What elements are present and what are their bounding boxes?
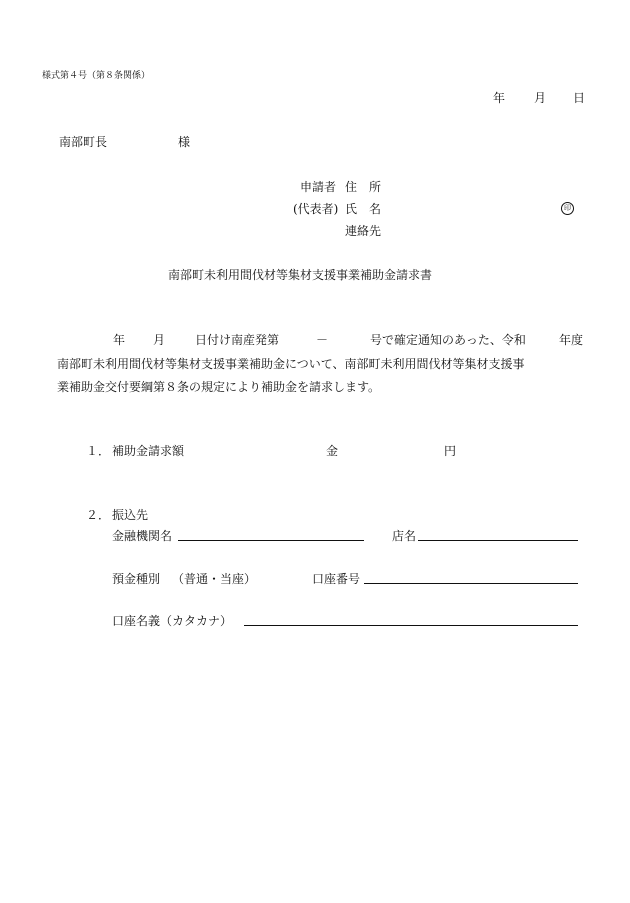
account-holder-label: 口座名義（カタカナ） (112, 614, 233, 628)
account-type-options: （普通・当座） (172, 572, 257, 586)
account-number-label: 口座番号 (312, 572, 361, 586)
contact-label: 連絡先 (345, 224, 382, 238)
section1-number: １． (86, 444, 111, 458)
addressee-honorific: 様 (178, 135, 191, 149)
bank-name-label: 金融機関名 (112, 529, 173, 543)
form-number: 様式第４号（第８条関係） (42, 71, 151, 81)
account-holder-line (244, 625, 578, 626)
body-dated: 日付け南産発第 (195, 333, 280, 347)
representative-label: (代表者) (293, 202, 339, 216)
document-title: 南部町未利用間伐材等集材支援事業補助金請求書 (168, 268, 433, 282)
section2-number: ２． (86, 508, 111, 522)
address-label: 住 所 (345, 180, 382, 194)
addressee-name: 南部町長 (59, 135, 108, 149)
section1-label: 補助金請求額 (112, 444, 185, 458)
amount-kin-label: 金 (326, 444, 339, 458)
name-label: 氏 名 (345, 202, 382, 216)
applicant-label: 申請者 (300, 180, 337, 194)
branch-name-label: 店名 (392, 529, 417, 543)
body-month: 月 (153, 333, 166, 347)
body-notice: 号で確定通知のあった、令和 (370, 333, 526, 347)
body-dash: － (316, 333, 329, 347)
body-fiscal-year: 年度 (559, 333, 584, 347)
section2-label: 振込先 (112, 508, 149, 522)
branch-name-line (418, 540, 578, 541)
amount-yen-label: 円 (444, 444, 457, 458)
body-year: 年 (113, 333, 126, 347)
date-day-label: 日 (573, 91, 586, 105)
bank-name-line (178, 540, 364, 541)
body-line-2: 南部町未利用間伐材等集材支援事業補助金について、南部町未利用間伐材等集材支援事 (57, 357, 525, 371)
date-month-label: 月 (534, 91, 547, 105)
date-year-label: 年 (493, 91, 506, 105)
body-line-3: 業補助金交付要綱第８条の規定により補助金を請求します。 (57, 380, 381, 394)
account-number-line (364, 583, 578, 584)
account-type-label: 預金種別 (112, 572, 161, 586)
seal-mark: 印 (561, 202, 574, 215)
